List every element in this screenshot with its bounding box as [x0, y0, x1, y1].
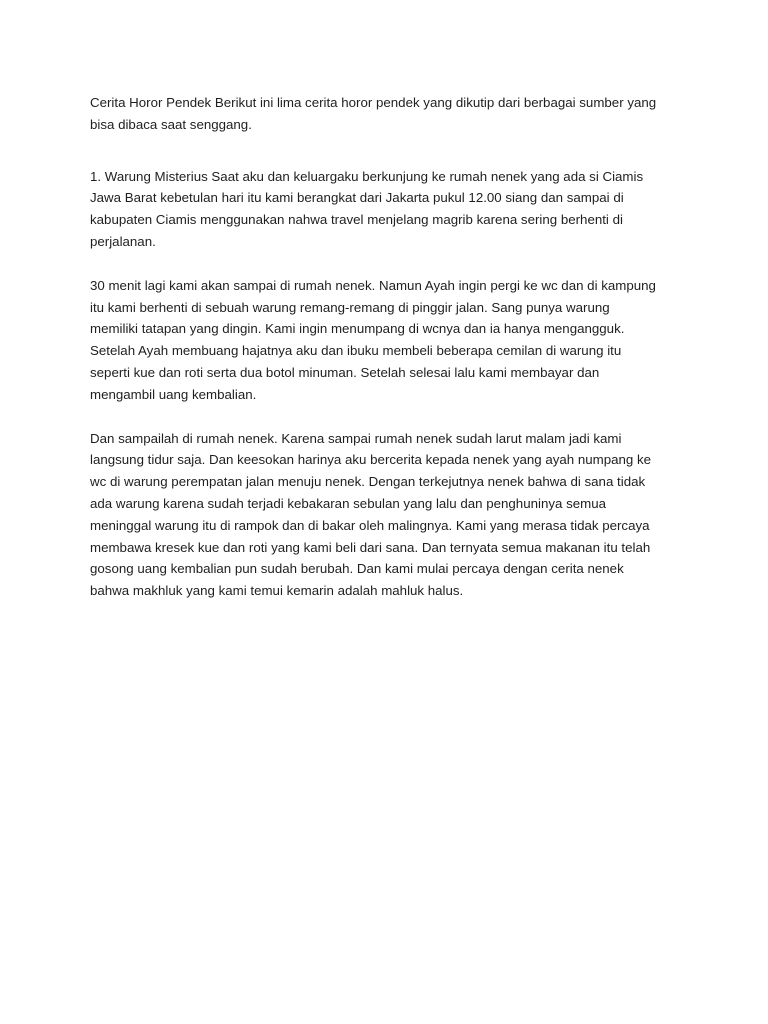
text-line: langsung tidur saja. Dan keesokan harinya aku bercerita kepada nenek yang ayah numpang ke: [90, 452, 652, 468]
story-paragraph-3: [90, 428, 690, 602]
text-line: Setelah Ayah membuang hajatnya aku dan ibuku membeli beberapa cemilan di warung itu: [90, 343, 622, 359]
text-line: kabupaten Ciamis menggunakan nahwa travel menjelang magrib karena sering berhenti di: [90, 212, 623, 228]
text-line: seperti kue dan roti serta dua botol minuman. Setelah selesai lalu kami membayar dan: [90, 364, 600, 380]
text-line: mengambil uang kembalian.: [90, 386, 257, 402]
text-line: ada warung karena sudah terjadi kebakaran sebulan yang lalu dan penghuninya semua: [90, 495, 606, 511]
text-line: gosong uang kembalian pun sudah berubah. Dan kami mulai percaya dengan cerita nenek: [90, 561, 624, 577]
text-line: wc di warung perempatan jalan menuju nenek. Dengan terkejutnya nenek bahwa di sana tidak: [90, 474, 646, 490]
text-line: bahwa makhluk yang kami temui kemarin adalah mahluk halus.: [90, 583, 464, 599]
text-line: itu kami berhenti di sebuah warung remang-remang di pinggir jalan. Sang punya warung: [90, 299, 610, 315]
story-paragraph-1: [90, 166, 690, 253]
intro-paragraph: [90, 92, 690, 136]
document-body: [90, 92, 690, 624]
text-line: 1. Warung Misterius Saat aku dan keluargaku berkunjung ke rumah nenek yang ada si Ciamis: [90, 168, 644, 184]
text-line: Jawa Barat kebetulan hari itu kami berangkat dari Jakarta pukul 12.00 siang dan sampai di: [90, 190, 624, 206]
text-line: bisa dibaca saat senggang.: [90, 116, 252, 132]
text-line: meninggal warung itu di rampok dan di bakar oleh malingnya. Kami yang merasa tidak percaya: [90, 517, 650, 533]
text-line: perjalanan.: [90, 233, 156, 249]
text-line: Cerita Horor Pendek Berikut ini lima cerita horor pendek yang dikutip dari berbagai sumber yang: [90, 95, 657, 110]
text-line: Dan sampailah di rumah nenek. Karena sampai rumah nenek sudah larut malam jadi kami: [90, 430, 622, 446]
text-line: memiliki tatapan yang dingin. Kami ingin menumpang di wcnya dan ia hanya mengangguk.: [90, 321, 625, 337]
text-line: 30 menit lagi kami akan sampai di rumah nenek. Namun Ayah ingin pergi ke wc dan di kampung: [90, 277, 656, 293]
story-paragraph-2: [90, 275, 690, 406]
text-line: membawa kresek kue dan roti yang kami beli dari sana. Dan ternyata semua makanan itu telah: [90, 539, 651, 555]
